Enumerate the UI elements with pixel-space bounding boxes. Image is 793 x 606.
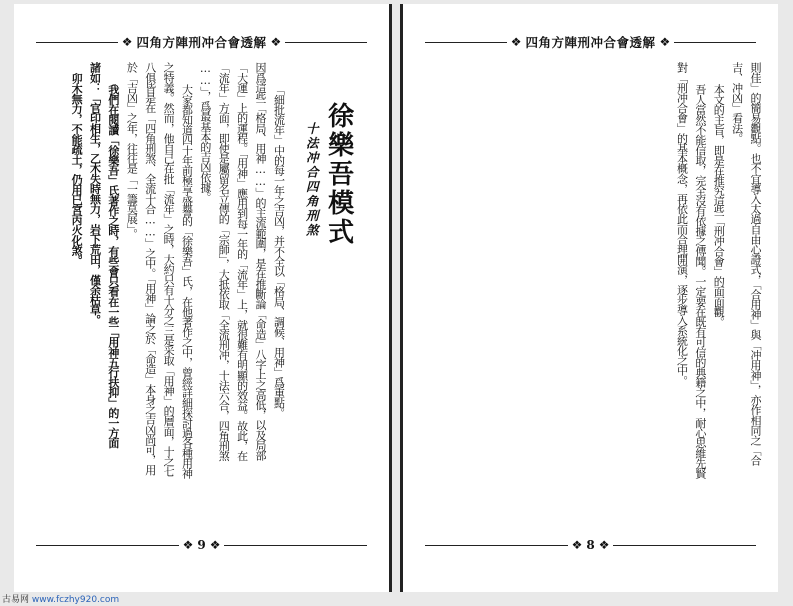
left-page-footer xyxy=(36,538,367,552)
text-column: 對「刑冲合會」的基本概念，再依此而合理開演，逐步導入系統化之中。 xyxy=(675,62,689,386)
text-column: 因爲這些「格局、用神……」的主流範圍，是在推斷論「命造」八字上之高低，以及局部 xyxy=(254,62,268,460)
left-page xyxy=(14,4,392,592)
text-column: 卯木無力，不能疏土，仍用巳宮丙火化煞。 xyxy=(70,73,84,265)
ornament-icon: ❖ xyxy=(209,538,221,552)
left-page-header xyxy=(36,34,367,50)
text-column: 本文的主旨，即是在推究這些「刑冲合會」的面面觀。 xyxy=(712,84,726,327)
ornament-icon: ❖ xyxy=(659,35,671,49)
ornament-icon: ❖ xyxy=(571,538,583,552)
left-page-text xyxy=(36,62,367,542)
footer-rule xyxy=(224,545,367,546)
chapter-title: 徐樂吾模式 xyxy=(323,102,354,247)
ornament-icon: ❖ xyxy=(510,35,522,49)
header-rule xyxy=(285,42,367,43)
ornament-icon: ❖ xyxy=(121,35,133,49)
watermark-site-name: 古易网 xyxy=(2,595,30,605)
running-title: 四角方陣刑冲合會透解 xyxy=(136,35,267,50)
header-rule xyxy=(36,42,118,43)
text-column: 之特義。然而，他自己在批「流年」之時，大約只有十分之三是采取「用神」的層面，十之七 xyxy=(162,62,176,477)
footer-rule xyxy=(36,545,179,546)
right-page-header xyxy=(425,34,756,50)
footer-rule xyxy=(425,545,568,546)
text-column: 吾人當然不能信取，完全沒有依據之傳聞。一定要在既有可信的典籍之中，耐心思維先賢 xyxy=(693,84,707,478)
text-column: 於「吉凶」之年，往往是「一籌莫展」。 xyxy=(125,62,139,239)
text-column: 「細批流年」中的每一年之吉凶，并不全以「格局、調候、用神」爲重點。 xyxy=(272,84,286,418)
text-column: 「流年」方面，即使是屬留名立傳的「宗師」，大抵依取「全流刑冲，十法六合，四角刑煞 xyxy=(217,62,231,461)
watermark-url: www.fczhy920.com xyxy=(31,595,120,605)
header-rule xyxy=(674,42,756,43)
page-number: 8 xyxy=(586,538,595,552)
right-page-text xyxy=(417,62,762,542)
ornament-icon: ❖ xyxy=(270,35,282,49)
site-watermark xyxy=(2,592,119,605)
right-page-footer xyxy=(425,538,756,552)
text-column: 諸如：「官印相生，乙木失時無力，岩下荒田，僅余枯草。 xyxy=(88,62,102,325)
ornament-icon: ❖ xyxy=(598,538,610,552)
page-number: 9 xyxy=(197,538,206,552)
text-column: 「大運」上的運程。「用神」應用到每一年的「流年」上，就很難有明顯的效益。故此，在 xyxy=(235,62,249,461)
right-page xyxy=(400,4,778,592)
text-column: 吉、冲凶」看法。 xyxy=(730,62,744,143)
footer-rule xyxy=(613,545,756,546)
running-title: 四角方陣刑冲合會透解 xyxy=(525,35,656,50)
text-column: 大家都知道四十年前極享盛譽的「徐樂吾」氏，在他著作之中，曾經詳細探討過各種用神 xyxy=(180,84,194,478)
ornament-icon: ❖ xyxy=(182,538,194,552)
text-column: 八俱皆是在「四角刑煞、全流十合……」之中。「用神」論之於「命造」本身之吉凶尚可，用 xyxy=(143,62,157,475)
text-column: 我們在閱讀「徐樂吾」氏著作之時，有些會只看在一些「用神五行扶抑」的一方面 xyxy=(106,84,120,448)
text-column: ……」，爲最基本的吉凶依據。 xyxy=(198,62,212,202)
chapter-subheading: 十法冲合四角刑煞 xyxy=(304,122,320,238)
text-column: 則佳」的簡易觀點。也不宜導入太過自由心證式，「合用神」與「冲用神」，亦作相同之「合 xyxy=(749,62,762,466)
header-rule xyxy=(425,42,507,43)
